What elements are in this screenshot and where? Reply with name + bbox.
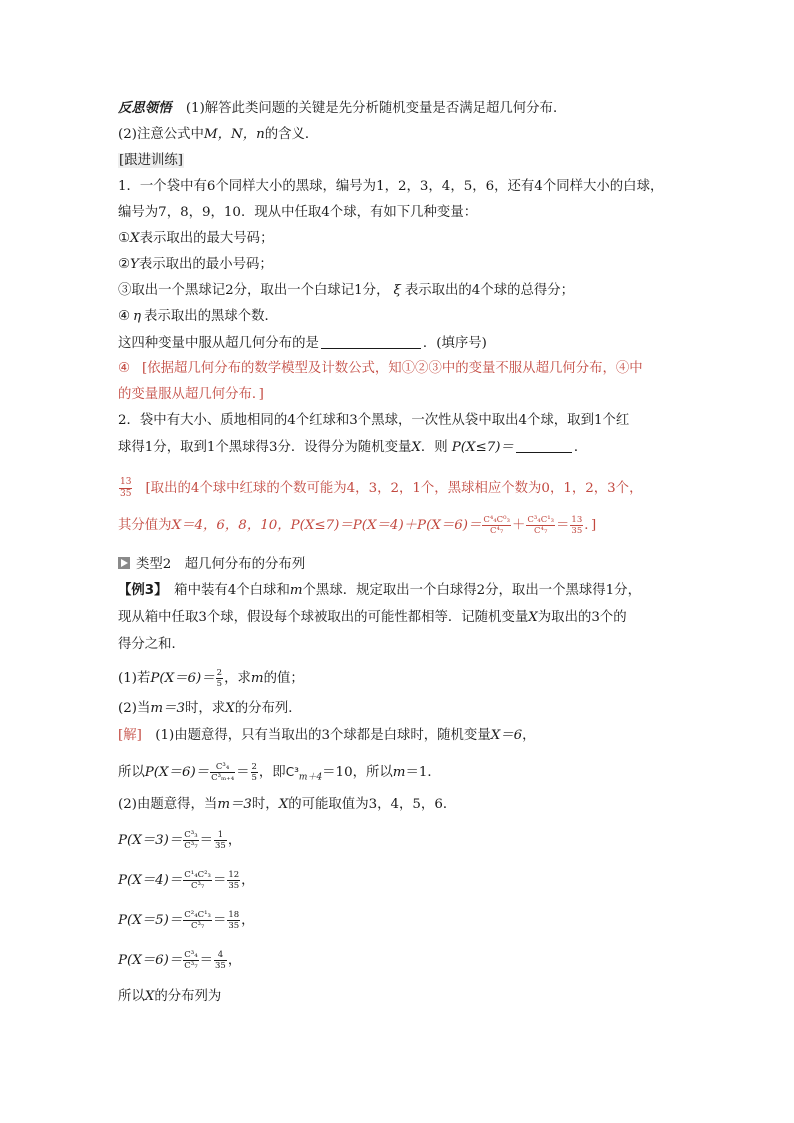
- sol-l3-expr: m＝3: [217, 797, 252, 812]
- sol-l2-f2-num: 2: [251, 761, 257, 772]
- sol-l2-d: ＝10，所以: [322, 765, 393, 780]
- ex3-p2-var: X: [225, 701, 235, 716]
- type2-heading: [118, 556, 305, 574]
- q2-var: X: [411, 440, 421, 455]
- q2-explain-2: [118, 514, 596, 538]
- prob-row-lhs: P(X＝3)＝: [118, 833, 183, 848]
- ex3-p1-a: (1)若: [118, 671, 151, 686]
- sol-l2-eq: ＝: [236, 765, 250, 780]
- q1-ask-text: 这四种变量中服从超几何分布的是: [118, 336, 319, 351]
- q2-frac3-num: 13: [571, 514, 583, 525]
- sol-l1-expr: X＝6: [490, 728, 523, 743]
- ex3-text-2b: 为取出的3个的: [537, 610, 627, 625]
- reflect-text-2a: (2)注意公式中: [118, 127, 204, 142]
- q2-line-1: 2．袋中有大小、质地相同的4个红球和3个黑球，一次性从袋中取出4个球，取到1个红: [118, 413, 630, 428]
- q1-option-4: [118, 308, 278, 326]
- q2-answer-num: 13: [120, 477, 132, 487]
- q1-option-2: [118, 256, 273, 274]
- q1-question: [118, 334, 487, 353]
- sol-l3-c: 的可能取值为3，4，5，6．: [288, 797, 457, 812]
- q1-opt4-mark: ④: [118, 309, 131, 324]
- prob-row-frac: [183, 871, 212, 891]
- q2-text-c: ．: [573, 440, 588, 455]
- q1-explain-2: 的变量服从超几何分布．]: [118, 387, 264, 402]
- prob-row-num: C¹₄C²₃: [184, 869, 211, 880]
- q2-frac1-den: C⁴₇: [490, 526, 504, 536]
- prob-row-frac: [183, 831, 198, 851]
- prob-row: P(X＝3)＝ $\frac{\text{C³₃}}{\text{C³₇}}$ ＝ $\frac{1}{35}$ ，: [118, 829, 242, 851]
- ex3-p1-frac: [216, 669, 223, 689]
- q1-opt1-text: 表示取出的最大号码；: [139, 231, 274, 246]
- follow-training-label: [118, 152, 184, 170]
- prob-row-result: [214, 831, 227, 851]
- q1-option-3: [118, 282, 574, 300]
- prob-row-frac: [183, 951, 198, 971]
- q2-frac2-den: C⁴₇: [534, 526, 548, 536]
- q2-explain-end: ．]: [584, 518, 597, 533]
- q1-opt3-var: ξ: [393, 283, 401, 298]
- q2-explain-text-1: [取出的4个球中红球的个数可能为4，3，2，1个，黑球相应个数为0，1，2，3个，: [145, 481, 643, 496]
- q2-text-b: ．则: [420, 440, 448, 455]
- q2-expr: P(X≤7)＝: [451, 440, 514, 455]
- q1-ask-end: ．(填序号): [422, 336, 487, 351]
- reflect-vars: M，N，n: [203, 127, 265, 142]
- reflect-text-1: (1)解答此类问题的关键是先分析随机变量是否满足超几何分布．: [185, 101, 567, 116]
- prob-row-den: C³₇: [184, 841, 198, 851]
- q2-frac-1: [482, 516, 511, 536]
- sol-l2-f2-den: 5: [251, 773, 257, 783]
- prob-row: P(X＝6)＝ $\frac{\text{C³₄}}{\text{C³₇}}$ ＝ $\frac{4}{35}$ ，: [118, 949, 242, 971]
- ex3-p1-num: 2: [216, 667, 223, 678]
- q2-text-a: 球得1分，取到1个黑球得3分．设得分为随机变量: [118, 440, 412, 455]
- type2-label: 类型2 超几何分布的分布列: [136, 557, 306, 572]
- q1-opt1-mark: ①: [118, 231, 131, 246]
- sol-l2-c: C³: [285, 765, 299, 779]
- sol-l2-frac: [210, 763, 235, 783]
- q1-option-1: [118, 230, 273, 248]
- prob-row-den: C³₇: [184, 961, 198, 971]
- prob-row: P(X＝4)＝ $\frac{\text{C¹₄C²₃}}{\text{C³₇}}$ ＝ $\frac{12}{35}$ ，: [118, 869, 255, 891]
- q2-explain-1: [118, 478, 642, 500]
- solution-tag: [解]: [118, 728, 142, 743]
- ex3-text-2: 现从箱中任取3个球，假设每个球被取出的可能性都相等．记随机变量: [118, 610, 529, 625]
- example3-part-1: [118, 668, 304, 690]
- sol-l2-a: 所以: [118, 765, 145, 780]
- prob-row-rnum: 4: [214, 951, 227, 962]
- q1-opt4-var: η: [133, 309, 142, 324]
- ex3-p1-c: 的值；: [263, 671, 304, 686]
- prob-row-frac: [183, 911, 212, 931]
- q2-answer-den: 35: [120, 489, 132, 499]
- ex3-var-x: X: [528, 610, 538, 625]
- q2-answer-fraction: [119, 478, 132, 499]
- ex3-p2-expr: m＝3: [150, 701, 185, 716]
- sol-l2-var: m: [392, 765, 406, 780]
- q2-explain-expr: X＝4，6，8，10，P(X≤7)＝P(X＝4)＋P(X＝6)＝: [171, 518, 482, 533]
- ex3-var-m: m: [289, 583, 303, 598]
- q2-answer-blank[interactable]: [516, 438, 572, 453]
- reflect-line-2: [118, 126, 318, 144]
- q2-frac3-den: 35: [571, 526, 583, 536]
- sol-l2-c-sub: m＋4: [298, 772, 323, 783]
- sol-l2-num: C³₄: [210, 763, 235, 774]
- prob-row-result: [227, 911, 240, 931]
- play-triangle-icon: [118, 557, 130, 569]
- sol-l3-a: (2)由题意得，当: [118, 797, 218, 812]
- example3-tag: 【例3】: [118, 583, 161, 598]
- q1-line-2: 编号为7，8，9，10．现从中任取4个球，有如下几种变量：: [118, 205, 478, 220]
- example3-part-2: [118, 700, 302, 718]
- prob-row-rnum: 18: [228, 909, 240, 920]
- q1-opt3-text-a: ③取出一个黑球记2分，取出一个白球记1分，: [118, 283, 390, 298]
- ex3-p2-c: 的分布列．: [234, 701, 302, 716]
- prob-row-num: C³₃: [184, 829, 198, 840]
- ex3-p1-expr: P(X＝6)＝: [150, 671, 215, 686]
- example3-line-1: [118, 582, 641, 600]
- q2-frac2-num: C³₄C¹₃: [527, 514, 555, 525]
- q1-answer-blank[interactable]: [321, 334, 421, 349]
- q1-explain-1: [118, 360, 643, 378]
- prob-row-den: C³₇: [190, 881, 205, 891]
- reflect-label: 反思领悟: [118, 101, 172, 116]
- prob-row-rnum: 1: [214, 831, 227, 842]
- sol-last-b: 的分布列为: [154, 989, 222, 1004]
- q2-line-2: [118, 438, 587, 457]
- prob-row-rden: 35: [215, 841, 226, 851]
- solution-line-2: [118, 760, 441, 790]
- prob-row-lhs: P(X＝6)＝: [118, 953, 183, 968]
- ex3-text-1b: 个黑球．规定取出一个白球得2分，取出一个黑球得1分，: [302, 583, 641, 598]
- solution-last-line: [118, 988, 221, 1006]
- prob-row-rden: 35: [215, 961, 226, 971]
- sol-l2-b: ，即: [258, 765, 286, 780]
- q2-frac-3: [570, 516, 583, 536]
- q2-frac-2: [526, 516, 555, 536]
- reflect-text-2b: 的含义．: [264, 127, 319, 142]
- q2-explain-text-2a: 其分值为: [118, 518, 172, 533]
- prob-row-rden: 35: [228, 881, 240, 891]
- prob-row-result: [214, 951, 227, 971]
- prob-row-lhs: P(X＝4)＝: [118, 873, 183, 888]
- q2-frac1-num: C⁴₄C⁰₃: [483, 514, 510, 525]
- sol-l2-frac2: [251, 763, 258, 783]
- prob-row-rnum: 12: [228, 869, 240, 880]
- q1-answer: ④: [118, 361, 131, 376]
- q2-eq: ＝: [556, 518, 570, 533]
- prob-row-result: [227, 871, 240, 891]
- solution-line-3: [118, 796, 456, 814]
- ex3-p1-den: 5: [216, 679, 223, 689]
- q1-opt3-text-b: 表示取出的4个球的总得分；: [404, 283, 575, 298]
- q1-opt2-var: Y: [130, 257, 139, 272]
- sol-l1-end: ，: [522, 728, 536, 743]
- q1-opt1-var: X: [130, 231, 140, 246]
- prob-row-num: C³₄: [184, 949, 198, 960]
- sol-l1: (1)由题意得，只有当取出的3个球都是白球时，随机变量: [141, 728, 491, 743]
- ex3-text-1a: 箱中装有4个白球和: [160, 583, 290, 598]
- sol-l3-b: 时，: [251, 797, 279, 812]
- sol-l2-den: C³ₘ₊₄: [211, 773, 235, 783]
- q1-line-1: 1．一个袋中有6个同样大小的黑球，编号为1，2，3，4，5，6，还有4个同样大小的白球，: [118, 179, 664, 194]
- q1-opt2-mark: ②: [118, 257, 131, 272]
- follow-label-text: [跟进训练]: [119, 153, 184, 168]
- example3-line-2: [118, 609, 627, 627]
- ex3-p1-var: m: [250, 671, 264, 686]
- solution-line-1: [118, 727, 536, 745]
- q1-explain-text-1: [依据超几何分布的数学模型及计数公式，知①②③中的变量不服从超几何分布，④中: [142, 361, 643, 376]
- prob-row-num: C²₄C¹₃: [184, 909, 211, 920]
- prob-row-rden: 35: [228, 921, 240, 931]
- q1-opt2-text: 表示取出的最小号码；: [138, 257, 273, 272]
- sol-l2-expr: P(X＝6)＝: [144, 765, 210, 780]
- prob-row-den: C³₇: [190, 921, 205, 931]
- sol-last-var: X: [144, 989, 155, 1004]
- prob-row: P(X＝5)＝ $\frac{\text{C²₄C¹₃}}{\text{C³₇}}$ ＝ $\frac{18}{35}$ ，: [118, 909, 255, 931]
- sol-last-a: 所以: [118, 989, 145, 1004]
- prob-row-lhs: P(X＝5)＝: [118, 913, 183, 928]
- sol-l3-var: X: [278, 797, 289, 812]
- reflect-line-1: [118, 100, 566, 118]
- ex3-p2-a: (2)当: [118, 701, 151, 716]
- sol-l2-e: ＝1．: [405, 765, 441, 780]
- q2-plus: ＋: [512, 518, 526, 533]
- example3-line-3: 得分之和．: [118, 637, 185, 652]
- ex3-p2-b: 时，求: [184, 701, 226, 716]
- q1-opt4-text: 表示取出的黑球个数．: [144, 309, 278, 324]
- ex3-p1-b: ，求: [224, 671, 251, 686]
